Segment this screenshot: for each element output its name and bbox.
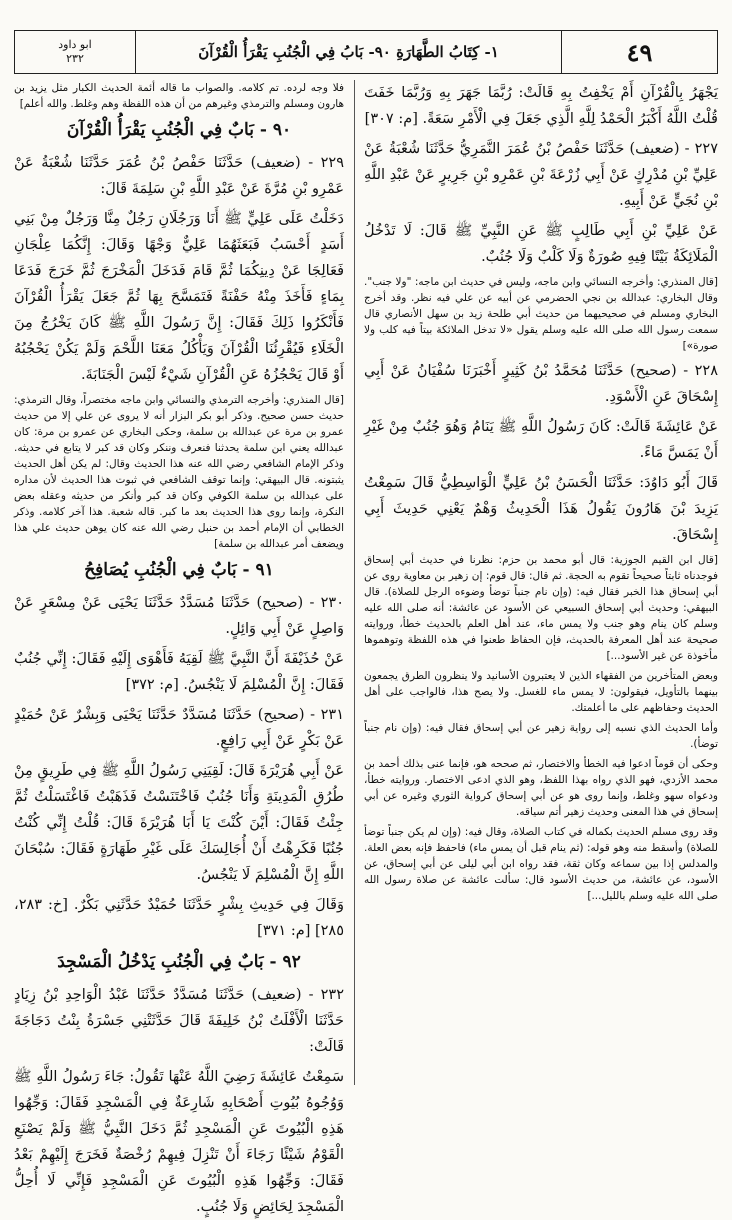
hadith-text: ٢٣٢ - (ضعيف) حَدَّثَنَا مُسَدَّدٌ حَدَّثَنَا عَبْدُ الْوَاحِدِ بْنُ زِيَادٍ حَدَّثَنَا الْأَفْلَتُ بْنُ خَلِيفَةَ قَالَ حَدَّثَتْنِي جَسْرَةُ بِنْتُ دَجَاجَةَ قَالَتْ: <box>14 987 344 1055</box>
commentary-note: وأما الحديث الذي نسبه إلى رواية زهير عن أبي إسحاق فقال فيه: (وإن نام جنباً توضأ). <box>364 722 718 750</box>
hadith-text: ٢٢٧ - (ضعيف) حَدَّثَنَا حَفْصُ بْنُ عُمَرَ النَّمَرِيُّ حَدَّثَنَا شُعْبَةُ عَنْ عَلِيِّ بْنِ مُدْرِكٍ عَنْ أَبِي زُرْعَةَ بْنِ عَمْرِو بْنِ جَرِيرٍ عَنْ عَبْدِ اللَّهِ بْنِ نُجَيٍّ عَنْ أَبِيهِ. <box>364 141 718 209</box>
commentary-note: [قال ابن القيم الجوزية: قال أبو محمد بن حزم: نظرنا في حديث أبي إسحاق فوجدناه ثابتاً صحيحاً تقوم به الحجة. ثم قال: قال قوم: إن زهير بن معاوية روى عن أبي إسحاق هذا الخبر فقال فيه: (وإن نام جنباً توضأ وضوءه الرجل للصلاة). قال البيهقي: وحديث أبي إسحاق السبيعي عن الأسود عن عائشة: أنه صلى الله عليه وسلم كان ينام وهو جنب ولا يمس ماء، عند أهل العلم بالحديث خطأ، وروايته صحيحة عند أهل المعرفة بالحديث، فإن الحفاظ طعنوا في هذه اللفظة وتوهموها مأخوذة عن غير الأسود...] <box>364 554 718 662</box>
hadith-text: عَنْ أَبِي هُرَيْرَةَ قَالَ: لَقِيَنِي رَسُولُ اللَّهِ ﷺ فِي طَرِيقٍ مِنْ طُرُقِ الْمَدِينَةِ وَأَنَا جُنُبٌ فَاخْتَنَسْتُ فَذَهَبْتُ فَاغْتَسَلْتُ ثُمَّ جِئْتُ فَقَالَ: أَيْنَ كُنْتَ يَا أَبَا هُرَيْرَةَ قَالَ: قُلْتُ إِنِّي كُنْتُ جُنُبًا فَكَرِهْتُ أَنْ أُجَالِسَكَ عَلَى غَيْرِ طَهَارَةٍ فَقَالَ: سُبْحَانَ اللَّهِ إِنَّ الْمُسْلِمَ لَا يَنْجُسُ. <box>14 763 344 883</box>
hadith-text: ٢٣١ - (صحيح) حَدَّثَنَا مُسَدَّدٌ حَدَّثَنَا يَحْيَى وَبِشْرٌ عَنْ حُمَيْدٍ عَنْ بَكْرٍ عَنْ أَبِي رَافِعٍ. <box>14 707 344 749</box>
commentary-note: [قال المنذري: وأخرجه الترمذي والنسائي وابن ماجه مختصراً، وقال الترمذي: حديث حسن صحيح. وذكر أبو بكر البزار أنه لا يروى عن علي إلا من حديث عمرو بن مرة عن عبدالله بن سلمة، وحكى البخاري عن عمرو بن مرة: كان عبدالله يعني ابن سلمة يحدثنا فنعرف وننكر وكان قد كبر لا يتابع في حديثه. وذكر الإمام الشافعي رضي الله عنه هذا الحديث وقال: لم يكن أهل الحديث يثبتونه. قال البيهقي: وإنما توقف الشافعي في ثبوت هذا الحديث لأن مداره على عبدالله بن سلمة الكوفي وكان قد كبر وأنكر من حديثه وعقله بعض النكرة، وإنما روى هذا الحديث بعد ما كبر. قاله شعبة. هذا آخر كلامه. وذكر الخطابي أن الإمام أحمد بن حنبل رضي الله عنه كان يوهن حديث علي هذا ويضعف أمر عبدالله بن سلمة] <box>14 394 344 550</box>
page-number: ٤٩ <box>561 31 717 73</box>
commentary-note: وبعض المتأخرين من الفقهاء الذين لا يعتبرون الأسانيد ولا ينظرون الطرق يجمعون بينهما بالتأويل، فيقولون: لا يمس ماء للغسل. ولا يصح هذا، فالواجب على أهل الحديث وحفاظهم على ما أعلمتك. <box>364 670 718 714</box>
book-number: ٢٣٢ <box>66 52 84 65</box>
hadith-text: عَنْ عَائِشَةَ قَالَتْ: كَانَ رَسُولُ اللَّهِ ﷺ يَنَامُ وَهُوَ جُنُبٌ مِنْ غَيْرِ أَنْ يَمَسَّ مَاءً. <box>364 419 718 461</box>
book-name: ابو داود <box>58 38 92 51</box>
hadith-text: دَخَلْتُ عَلَى عَلِيٍّ ﷺ أَنَا وَرَجُلَانِ رَجُلٌ مِنَّا وَرَجُلٌ مِنْ بَنِي أَسَدٍ أَحْسَبُ فَبَعَثَهُمَا عَلِيٌّ وَجْهًا وَقَالَ: إِنَّكُمَا عِلْجَانِ فَعَالِجَا عَنْ دِينِكُمَا ثُمَّ قَامَ فَدَخَلَ الْمَخْرَجَ ثُمَّ خَرَجَ فَدَعَا بِمَاءٍ فَأَخَذَ مِنْهُ حَفْنَةً فَتَمَسَّحَ بِهَا ثُمَّ جَعَلَ يَقْرَأُ الْقُرْآنَ فَأَنْكَرُوا ذَلِكَ فَقَالَ: إِنَّ رَسُولَ اللَّهِ ﷺ كَانَ يَخْرُجُ مِنَ الْخَلَاءِ فَيُقْرِئُنَا الْقُرْآنَ وَيَأْكُلُ مَعَنَا اللَّحْمَ وَلَمْ يَكُنْ يَحْجُبُهُ أَوْ قَالَ يَحْجُزُهُ عَنِ الْقُرْآنِ شَيْءٌ لَيْسَ الْجَنَابَةَ. <box>14 211 344 383</box>
hadith-text: عَنْ عَلِيِّ بْنِ أَبِي طَالِبٍ ﷺ عَنِ النَّبِيِّ ﷺ قَالَ: لَا تَدْخُلُ الْمَلَائِكَةُ بَيْتًا فِيهِ صُورَةٌ وَلَا كَلْبٌ وَلَا جُنُبٌ. <box>364 223 718 265</box>
hadith-text: وَقَالَ فِي حَدِيثِ بِشْرٍ حَدَّثَنَا حُمَيْدٌ حَدَّثَنِي بَكْرٌ. [خ: ٢٨٣، ٢٨٥] [م: ٣٧١] <box>14 897 344 939</box>
hadith-text: ٢٣٠ - (صحيح) حَدَّثَنَا مُسَدَّدٌ حَدَّثَنَا يَحْيَى عَنْ مِسْعَرٍ عَنْ وَاصِلٍ عَنْ أَبِي وَائِلٍ. <box>14 595 344 637</box>
column-divider <box>354 80 355 1085</box>
hadith-text: سَمِعْتُ عَائِشَةَ رَضِيَ اللَّهُ عَنْهَا تَقُولُ: جَاءَ رَسُولُ اللَّهِ ﷺ وَوُجُوهُ بُيُوتِ أَصْحَابِهِ شَارِعَةٌ فِي الْمَسْجِدِ فَقَالَ: وَجِّهُوا هَذِهِ الْبُيُوتَ عَنِ الْمَسْجِدِ ثُمَّ دَخَلَ النَّبِيُّ ﷺ وَلَمْ يَصْنَعِ الْقَوْمُ شَيْئًا رَجَاءَ أَنْ تَنْزِلَ فِيهِمْ رُخْصَةٌ فَخَرَجَ إِلَيْهِمْ بَعْدُ فَقَالَ: وَجِّهُوا هَذِهِ الْبُيُوتَ عَنِ الْمَسْجِدِ فَإِنِّي لَا أُحِلُّ الْمَسْجِدَ لِحَائِضٍ وَلَا جُنُبٍ. <box>14 1069 344 1215</box>
chapter-heading: ٩٠ - بَابٌ فِي الْجُنُبِ يَقْرَأُ الْقُرْآنَ <box>66 120 292 140</box>
chapter-heading: ٩٢ - بَابٌ فِي الْجُنُبِ يَدْخُلُ الْمَسْجِدَ <box>57 952 301 972</box>
book-label <box>15 31 135 73</box>
chapter-heading: ٩١ - بَابٌ فِي الْجُنُبِ يُصَافِحُ <box>84 560 274 580</box>
left-column <box>14 80 344 1215</box>
book-page <box>14 10 718 1215</box>
chapter-title: ١- كِتَابُ الطَّهَارَةِ ٩٠- بَابُ فِي الْجُنُبِ يَقْرَأُ الْقُرْآنَ <box>135 31 561 73</box>
page-header <box>14 30 718 74</box>
hadith-text: عَنْ حُذَيْفَةَ أَنَّ النَّبِيَّ ﷺ لَقِيَهُ فَأَهْوَى إِلَيْهِ فَقَالَ: إِنِّي جُنُبٌ فَقَالَ: إِنَّ الْمُسْلِمَ لَا يَنْجُسُ. [م: ٣٧٢] <box>14 651 344 693</box>
right-column <box>364 80 718 1090</box>
hadith-text: ٢٢٨ - (صحيح) حَدَّثَنَا مُحَمَّدُ بْنُ كَثِيرٍ أَخْبَرَنَا سُفْيَانُ عَنْ أَبِي إِسْحَاقَ عَنِ الْأَسْوَدِ. <box>364 363 718 405</box>
commentary-note: فلا وجه لرده. تم كلامه. والصواب ما قاله أئمة الحديث الكبار مثل يزيد بن هارون ومسلم والترمذي وغيرهم من أن هذه اللفظة وهم وغلط. والله أعلم] <box>14 82 344 110</box>
commentary-note: وقد روى مسلم الحديث بكماله في كتاب الصلاة، وقال فيه: (وإن لم يكن جنباً توضأ للصلاة) وأسقط منه وهو قوله: (ثم ينام قبل أن يمس ماء) فاحفظ فإنه بعض العلة. والمدلس إذا بين سماعه وكان ثقة، فقد رواه ابن أبي ليلى عن أبي إسحاق، عن الأسود، عن عائشة، من حديث الأسود قال: سألت عائشة عن صلاة رسول الله صلى الله عليه وسلم بالليل...] <box>364 826 718 902</box>
hadith-text: قَالَ أَبُو دَاوُدَ: حَدَّثَنَا الْحَسَنُ بْنُ عَلِيٍّ الْوَاسِطِيُّ قَالَ سَمِعْتُ يَزِيدَ بْنَ هَارُونَ يَقُولُ هَذَا الْحَدِيثُ وَهْمٌ يَعْنِي حَدِيثَ أَبِي إِسْحَاقَ. <box>364 475 718 543</box>
hadith-text: ٢٢٩ - (ضعيف) حَدَّثَنَا حَفْصُ بْنُ عُمَرَ حَدَّثَنَا شُعْبَةُ عَنْ عَمْرِو بْنِ مُرَّةَ عَنْ عَبْدِ اللَّهِ بْنِ سَلِمَةَ قَالَ: <box>14 155 344 197</box>
hadith-text: يَجْهَرُ بِالْقُرْآنِ أَمْ يَخْفِتُ بِهِ قَالَتْ: رُبَّمَا جَهَرَ بِهِ وَرُبَّمَا خَفَتَ قُلْتُ اللَّهُ أَكْبَرُ الْحَمْدُ لِلَّهِ الَّذِي جَعَلَ فِي الْأَمْرِ سَعَةً. [م: ٣٠٧] <box>364 85 718 127</box>
commentary-note: وحكى أن قوماً ادعوا فيه الخطأ والاختصار، ثم صححه هو، فإنما عنى بذلك أحمد بن محمد الأزدي، فهو الذي رواه بهذا اللفظ، وهو الذي ادعى الاختصار. وروايته خطأ، ودعواه سهو وغلط، وإنما روى هو عن أبي إسحاق كرواية الثوري وغيره عن أبي إسحاق في هذا المعنى وحديث زهير أتم سياقه. <box>364 758 718 818</box>
commentary-note: [قال المنذري: وأخرجه النسائي وابن ماجه، وليس في حديث ابن ماجه: "ولا جنب". وقال البخاري: عبدالله بن نجي الحضرمي عن أبيه عن علي فيه نظر. وقد أخرج البخاري ومسلم في صحيحيهما من حديث أبي طلحة زيد بن سهل الأنصاري قال سمعت رسول الله صلى الله عليه وسلم يقول «لا تدخل الملائكة بيتاً فيه كلب ولا صورة»] <box>364 276 718 352</box>
